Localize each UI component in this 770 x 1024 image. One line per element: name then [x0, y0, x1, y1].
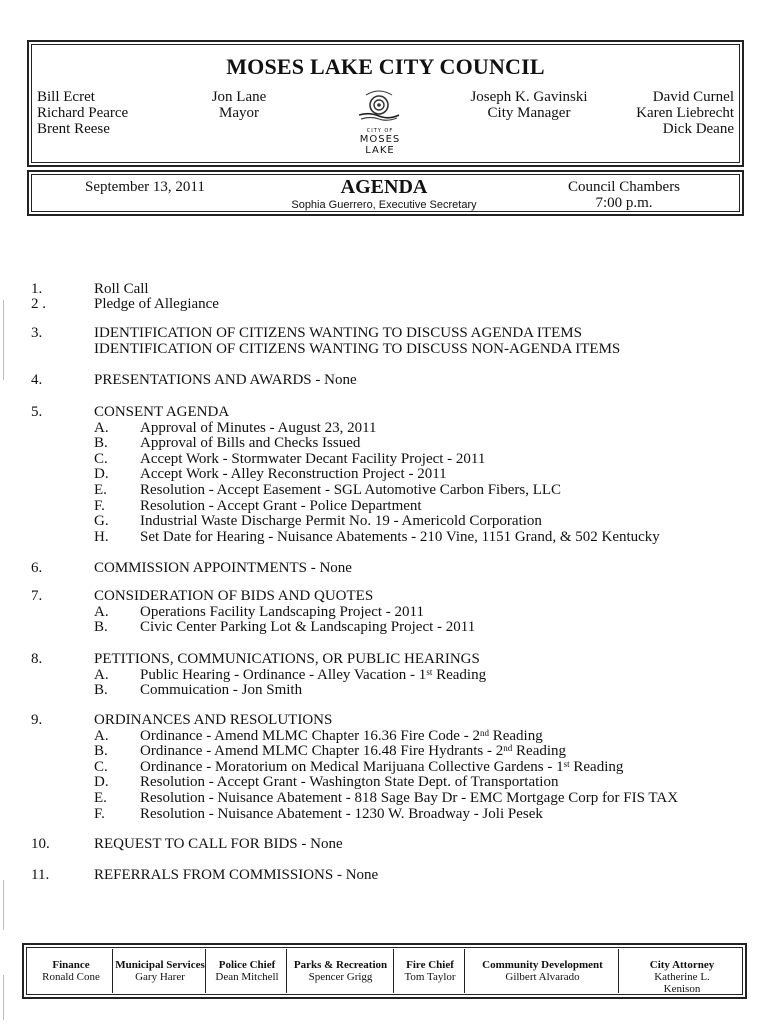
department-head: Spencer Grigg	[308, 971, 373, 983]
agenda-item	[0, 712, 770, 822]
department-title: Finance	[52, 959, 90, 971]
council-members-left	[37, 89, 128, 137]
department-cell	[207, 959, 287, 1005]
council-title: MOSES LAKE CITY COUNCIL	[226, 54, 545, 79]
sub-item-text: Commuication - Jon Smith	[140, 682, 303, 699]
item-title: PRESENTATIONS AND AWARDS - None	[94, 372, 357, 388]
sub-item-text: Public Hearing - Ordinance - Alley Vacation - 1st Reading	[140, 666, 487, 683]
department-head: Gilbert Alvarado	[505, 971, 580, 983]
sub-item-letter: G.	[94, 513, 109, 530]
sub-item-letter: E.	[94, 482, 107, 498]
sub-item-letter: A.	[94, 419, 109, 436]
agenda-item	[0, 588, 770, 636]
item-number: 5.	[31, 404, 43, 420]
sub-item-text: Accept Work - Alley Reconstruction Project - 2011	[140, 466, 447, 483]
sub-item-text: Ordinance - Amend MLMC Chapter 16.36 Fire Code - 2nd Reading	[140, 727, 543, 744]
agenda-item	[0, 297, 770, 317]
agenda-item	[0, 868, 770, 888]
sub-item-text: Resolution - Accept Grant - Police Department	[140, 497, 422, 514]
agenda-item	[0, 404, 770, 545]
department-head: Katherine L. Kenison	[654, 971, 710, 995]
item-title: ORDINANCES AND RESOLUTIONS	[94, 712, 333, 728]
sub-item-letter: E.	[94, 790, 107, 806]
department-title: Parks & Recreation	[293, 959, 388, 971]
ordinal-suffix: nd	[479, 727, 489, 738]
department-title: Police Chief	[218, 959, 276, 971]
department-footer	[22, 943, 747, 999]
department-cell	[288, 959, 393, 1005]
footer-divider	[618, 949, 619, 993]
logo-text-line: CITY OF	[366, 128, 394, 134]
member-name: Bill Ecret	[37, 89, 95, 105]
department-head: Tom Taylor	[404, 971, 456, 983]
agenda-bar	[27, 170, 744, 216]
ordinal-suffix: nd	[503, 743, 513, 754]
sub-item-letter: C.	[94, 450, 108, 467]
sub-item-text: Operations Facility Landscaping Project - 2011	[140, 603, 424, 620]
sub-item-letter: H.	[94, 528, 109, 545]
department-cell	[620, 959, 744, 1005]
executive-secretary: Sophia Guerrero, Executive Secretary	[291, 199, 477, 211]
sub-item-letter: F.	[94, 805, 105, 822]
item-number: 1.	[31, 281, 43, 297]
item-title: IDENTIFICATION OF CITIZENS WANTING TO DISCUSS AGENDA ITEMS	[94, 325, 582, 341]
mayor-title: Mayor	[219, 105, 259, 121]
item-title: IDENTIFICATION OF CITIZENS WANTING TO DISCUSS NON-AGENDA ITEMS	[94, 340, 621, 357]
sub-item-text: Civic Center Parking Lot & Landscaping Project - 2011	[140, 619, 476, 636]
department-title: Fire Chief	[406, 959, 454, 971]
scan-margin-line	[3, 975, 4, 1020]
agenda-heading: AGENDA	[340, 176, 428, 198]
logo-text-line: MOSES	[359, 134, 401, 145]
item-number: 9.	[31, 712, 43, 728]
sub-item-letter: B.	[94, 435, 108, 452]
item-number: 4.	[31, 372, 43, 388]
member-name: David Curnel	[652, 89, 734, 105]
department-cell	[466, 959, 619, 1005]
agenda-item	[0, 561, 770, 581]
sub-item-text: Approval of Bills and Checks Issued	[140, 435, 361, 452]
item-number: 8.	[31, 651, 43, 667]
mayor-block	[199, 89, 279, 121]
department-head: Ronald Cone	[42, 971, 100, 983]
item-number: 6.	[31, 560, 43, 576]
sub-item-letter: C.	[94, 758, 108, 775]
sub-item-text: Resolution - Nuisance Abatement - 818 Sage Bay Dr - EMC Mortgage Corp for FIS TAX	[140, 790, 679, 806]
manager-name: Joseph K. Gavinski	[470, 89, 588, 105]
agenda-item	[0, 325, 770, 357]
sub-item-text: Set Date for Hearing - Nuisance Abatements - 210 Vine, 1151 Grand, & 502 Kentucky	[140, 528, 660, 545]
sub-item-text: Industrial Waste Discharge Permit No. 19 - Americold Corporation	[140, 513, 542, 530]
item-number: 10.	[31, 836, 50, 852]
footer-divider	[112, 949, 113, 993]
sub-item-letter: A.	[94, 727, 109, 744]
sub-item-letter: A.	[94, 603, 109, 620]
sub-item-letter: B.	[94, 682, 108, 699]
item-title: Roll Call	[94, 281, 149, 297]
agenda-item	[0, 837, 770, 857]
item-number: 2 .	[31, 296, 46, 312]
item-title: CONSENT AGENDA	[94, 404, 230, 420]
sub-item-letter: D.	[94, 466, 109, 483]
sub-item-letter: B.	[94, 743, 108, 760]
item-number: 11.	[31, 867, 50, 883]
item-title: REQUEST TO CALL FOR BIDS - None	[94, 836, 343, 852]
sub-item-text: Resolution - Nuisance Abatement - 1230 W. Broadway - Joli Pesek	[140, 805, 543, 822]
sub-item-text: Accept Work - Stormwater Decant Facility Project - 2011	[140, 450, 486, 467]
member-name: Dick Deane	[662, 121, 734, 137]
department-title: Community Development	[482, 959, 603, 971]
member-name: Brent Reese	[37, 121, 110, 137]
item-number: 7.	[31, 588, 43, 604]
department-cell	[114, 959, 206, 1005]
item-title: Pledge of Allegiance	[94, 296, 219, 312]
meeting-time: 7:00 p.m.	[595, 195, 653, 211]
manager-title: City Manager	[487, 105, 571, 121]
department-head: Dean Mitchell	[215, 971, 279, 983]
ordinal-suffix: st	[563, 758, 570, 769]
meeting-location: Council Chambers	[567, 179, 681, 195]
sub-item-text: Ordinance - Amend MLMC Chapter 16.48 Fire Hydrants - 2nd Reading	[140, 743, 567, 760]
sub-item-letter: F.	[94, 497, 105, 514]
member-name: Karen Liebrecht	[636, 105, 734, 121]
city-manager-block	[449, 89, 609, 121]
mayor-name: Jon Lane	[211, 89, 267, 105]
department-title: Municipal Services	[115, 959, 205, 971]
sub-item-text: Ordinance - Moratorium on Medical Marijuana Collective Gardens - 1st Reading	[140, 758, 624, 775]
ordinal-suffix: st	[426, 666, 433, 677]
department-title: City Attorney	[649, 959, 715, 971]
sub-item-text: Approval of Minutes - August 23, 2011	[140, 419, 377, 436]
item-title: CONSIDERATION OF BIDS AND QUOTES	[94, 588, 374, 604]
logo-text-line: LAKE	[365, 145, 395, 156]
item-title: PETITIONS, COMMUNICATIONS, OR PUBLIC HEARINGS	[94, 651, 480, 667]
meeting-location-time	[549, 179, 699, 211]
footer-divider	[393, 949, 394, 993]
council-members-right	[636, 89, 734, 137]
footer-divider	[286, 949, 287, 993]
sub-item-letter: A.	[94, 666, 109, 683]
footer-divider	[205, 949, 206, 993]
logo-text	[345, 128, 415, 156]
department-cell	[395, 959, 465, 1005]
sub-item-text: Resolution - Accept Easement - SGL Automotive Carbon Fibers, LLC	[140, 482, 562, 498]
agenda-item	[0, 373, 770, 393]
agenda-item	[0, 651, 770, 699]
sub-item-letter: B.	[94, 619, 108, 636]
member-name: Richard Pearce	[37, 105, 129, 121]
sub-item-text: Resolution - Accept Grant - Washington State Dept. of Transportation	[140, 774, 559, 791]
item-title: COMMISSION APPOINTMENTS - None	[94, 560, 352, 576]
item-number: 3.	[31, 325, 43, 341]
department-head: Gary Harer	[135, 971, 185, 983]
footer-divider	[464, 949, 465, 993]
sub-item-letter: D.	[94, 774, 109, 791]
item-title: REFERRALS FROM COMMISSIONS - None	[94, 867, 379, 883]
department-cell	[28, 959, 114, 1005]
meeting-date: September 13, 2011	[85, 179, 205, 195]
